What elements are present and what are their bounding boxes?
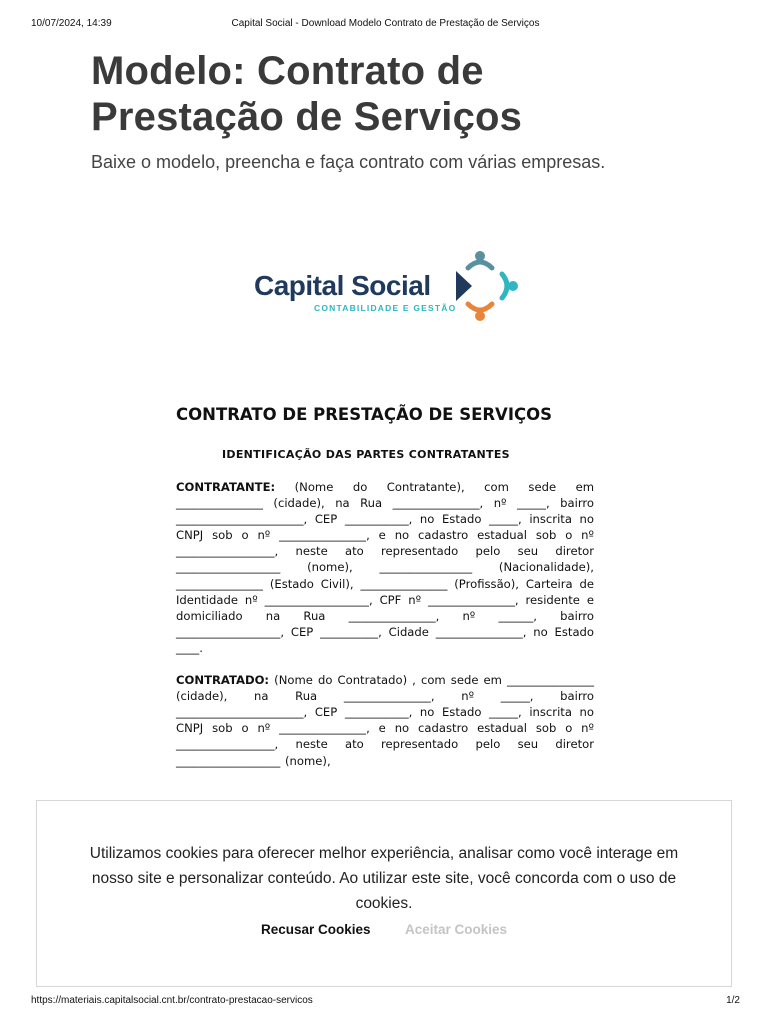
contratado-paragraph [176, 672, 594, 769]
page-title [91, 48, 522, 140]
capital-social-logo [254, 246, 520, 326]
page-title-line-1: Modelo: Contrato de [91, 49, 484, 93]
contratante-label: CONTRATANTE: [176, 480, 276, 494]
reject-cookies-button[interactable]: Recusar Cookies [261, 919, 371, 941]
contratado-label: CONTRATADO: [176, 673, 270, 688]
logo-mark-icon [454, 246, 520, 326]
contract-preview [176, 405, 594, 769]
print-url: https://materiais.capitalsocial.cnt.br/contrato-prestacao-servicos [31, 995, 313, 1006]
cookie-message: Utilizamos cookies para oferecer melhor experiência, analisar como você interage em nosso site e personalizar conteúdo. Ao utilizar este site, você concorda com o uso de cookies. [89, 845, 679, 912]
logo-wordmark: Capital Social [254, 270, 431, 301]
print-header [31, 18, 740, 32]
print-datetime: 10/07/2024, 14:39 [31, 18, 112, 29]
contract-subtitle: IDENTIFICAÇÃO DAS PARTES CONTRATANTES [222, 448, 510, 461]
contratante-text: (Nome do Contratante), com sede em _______________ (cidade), na Rua _______________, nº _____, bairro ______________________, CEP ___________, no Estado _____, inscrita no CNPJ sob o nº _______________, e no cadastro estadual sob o nº _________________, neste ato representado pelo seu diretor __________________ (nome), ________________ (Nacionalidade), _______________ (Estado Civil), _______________ (Profissão), Carteira de Identidade nº __________________, CPF nº _______________, residente e domiciliado na Rua _______________, nº ______, bairro __________________, CEP __________, Cidade _______________, no Estado ____. [176, 480, 595, 655]
page-title-line-2: Prestação de Serviços [91, 95, 523, 139]
logo-tagline: CONTABILIDADE E GESTÃO [314, 303, 457, 313]
print-page-title: Capital Social - Download Modelo Contrato de Prestação de Serviços [231, 18, 540, 29]
contratante-paragraph [176, 479, 594, 656]
accept-cookies-button[interactable]: Aceitar Cookies [405, 919, 507, 941]
print-page-number: 1/2 [726, 995, 740, 1006]
contratado-text: (Nome do Contratado) , com sede em _______________ (cidade), na Rua _______________, nº _____, bairro ______________________, CEP ___________, no Estado _____, inscrita no CNPJ sob o nº _______________, e no cadastro estadual sob o nº _________________, neste ato representado pelo seu diretor __________________ (nome), [176, 673, 594, 768]
page-subtitle: Baixe o modelo, preencha e faça contrato com várias empresas. [91, 152, 606, 172]
contract-title: CONTRATO DE PRESTAÇÃO DE SERVIÇOS [176, 405, 552, 424]
cookie-banner [36, 800, 732, 987]
